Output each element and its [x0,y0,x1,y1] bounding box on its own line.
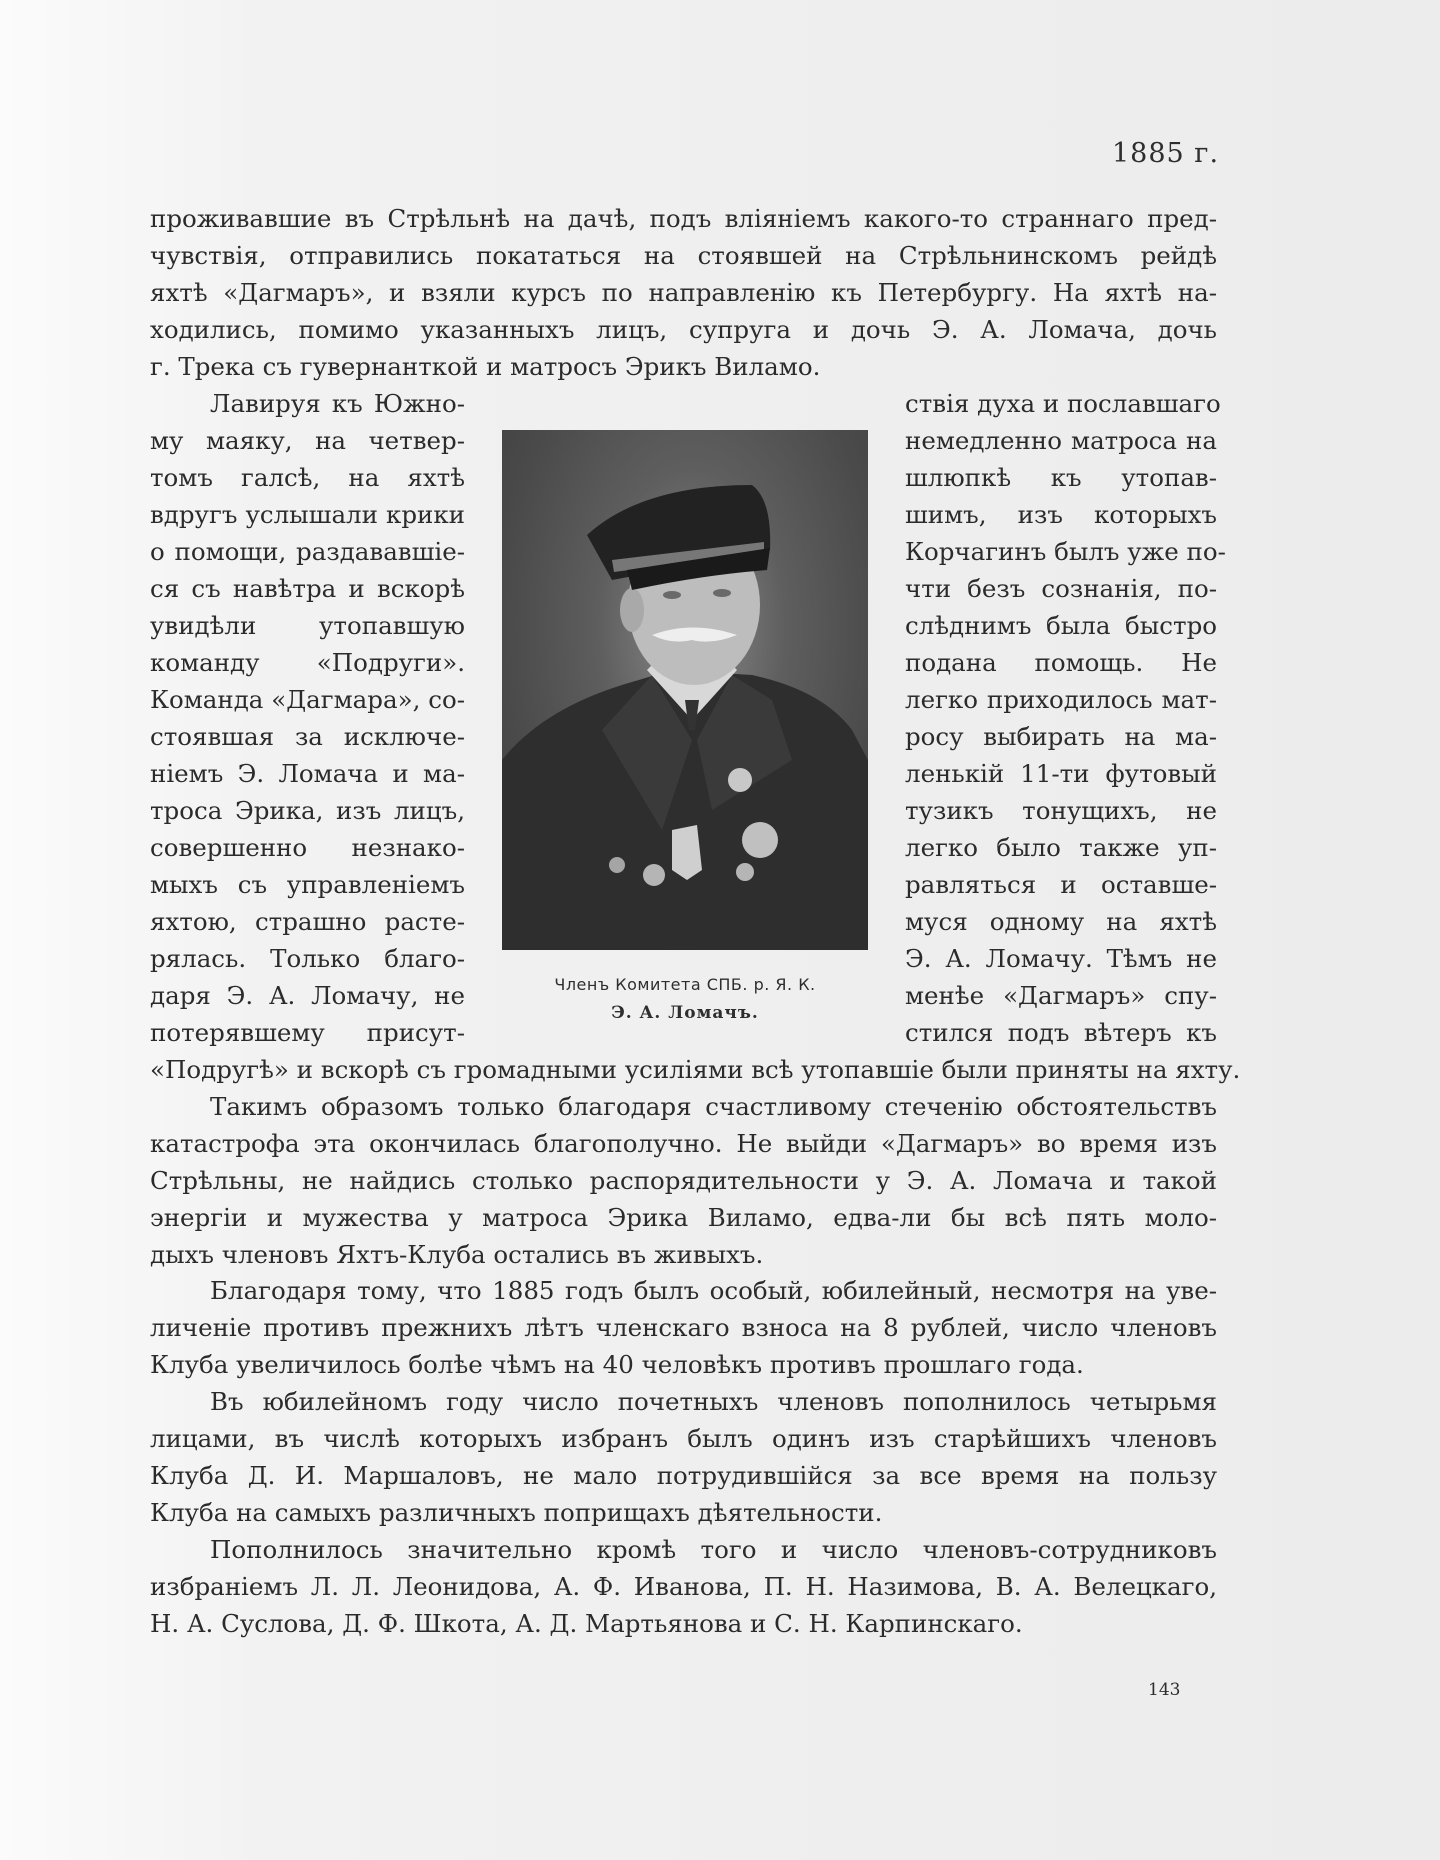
text-line: Клуба увеличилось болѣе чѣмъ на 40 человѣкъ противъ прошлаго года. [150,1350,1084,1379]
text-line: рялась. Только благо- [150,944,465,973]
text-line: росу выбирать на ма- [905,722,1217,751]
text-line: г. Трека съ гувернанткой и матросъ Эрикъ Виламо. [150,352,821,381]
text-line: проживавшие въ Стрѣльнѣ на дачѣ, подъ вліяніемъ какого-то страннаго пред- [150,204,1217,233]
text-line: вдругъ услышали крики [150,500,465,529]
text-line: равляться и оставше- [905,870,1217,899]
text-line: Стрѣльны, не найдись столько распорядительности у Э. А. Ломача и такой [150,1166,1217,1195]
text-line: Э. А. Ломачу. Тѣмъ не [905,944,1217,973]
text-line: энергіи и мужества у матроса Эрика Виламо, едва-ли бы всѣ пять моло- [150,1203,1217,1232]
text-line: потерявшему присут- [150,1018,465,1047]
text-line: стоявшая за исключе- [150,722,465,751]
text-line: Клуба Д. И. Маршаловъ, не мало потрудившійся за все время на пользу [150,1461,1217,1490]
continuation-paragraph [150,1051,1241,1088]
text-line: яхтѣ «Дагмаръ», и взяли курсъ по направленію къ Петербургу. На яхтѣ на- [150,278,1217,307]
text-line: му маяку, на четвер- [150,426,465,455]
text-line: Пополнилось значительно кромѣ того и число членовъ-сотрудниковъ [210,1535,1217,1564]
text-line: катастрофа эта окончилась благополучно. Не выйди «Дагмаръ» во время изъ [150,1129,1217,1158]
text-line: о помощи, раздававшіе- [150,537,465,566]
text-line: Такимъ образомъ только благодаря счастливому стеченію обстоятельствъ [210,1092,1217,1121]
text-line: чти безъ сознанія, по- [905,574,1217,603]
paragraph-honorary-members [150,1383,1217,1531]
text-line: ленькій 11-ти футовый [905,759,1217,788]
text-line: увидѣли утопавшую [150,611,465,640]
portrait-illustration-icon [502,430,868,950]
page-number: 143 [1148,1680,1181,1700]
text-line: Въ юбилейномъ году число почетныхъ членовъ пополнилось четырьмя [210,1387,1217,1416]
text-line: Лавируя къ Южно- [210,389,465,418]
text-line: ніемъ Э. Ломача и ма- [150,759,465,788]
text-line: Клуба на самыхъ различныхъ поприщахъ дѣятельности. [150,1498,883,1527]
text-line: менѣе «Дагмаръ» спу- [905,981,1217,1010]
text-line: чувствія, отправились покататься на стоявшей на Стрѣльнинскомъ рейдѣ [150,241,1217,270]
text-line: избраніемъ Л. Л. Леонидова, А. Ф. Иванова, П. Н. Назимова, В. А. Велецкаго, [150,1572,1217,1601]
text-line: мыхъ съ управленіемъ [150,870,465,899]
text-line: Корчагинъ былъ уже по- [905,537,1226,566]
right-column-text [905,385,1226,1051]
text-line: шлюпкѣ къ утопав- [905,463,1217,492]
text-line: слѣднимъ была быстро [905,611,1217,640]
text-line: совершенно незнако- [150,833,465,862]
text-line: томъ галсѣ, на яхтѣ [150,463,465,492]
paragraph-contributing-members [150,1531,1217,1642]
left-column-text [150,385,465,1051]
photo-caption-role: Членъ Комитета СПБ. р. Я. К. [554,975,816,994]
portrait-photo [502,430,868,950]
text-line: Команда «Дагмара», со- [150,685,465,714]
text-line: команду «Подруги». [150,648,465,677]
text-line: даря Э. А. Ломачу, не [150,981,465,1010]
text-line: личеніе противъ прежнихъ лѣтъ членскаго взноса на 8 рублей, число членовъ [150,1313,1217,1342]
paragraph-membership [150,1272,1217,1383]
running-head-year: 1885 г. [1112,138,1220,169]
text-line: тузикъ тонущихъ, не [905,796,1217,825]
text-line: стился подъ вѣтеръ къ [905,1018,1217,1047]
text-line: шимъ, изъ которыхъ [905,500,1217,529]
text-line: ся съ навѣтра и вскорѣ [150,574,465,603]
photo-caption-name: Э. А. Ломачъ. [611,1003,759,1023]
text-line: легко было также уп- [905,833,1217,862]
text-line: муся одному на яхтѣ [905,907,1217,936]
text-line: ходились, помимо указанныхъ лицъ, супруга и дочь Э. А. Ломача, дочь [150,315,1217,344]
text-line: «Подругѣ» и вскорѣ съ громадными усиліями всѣ утопавшіе были приняты на яхту. [150,1055,1241,1084]
opening-paragraph [150,200,1217,385]
text-line: подана помощь. Не [905,648,1217,677]
text-line: дыхъ членовъ Яхтъ-Клуба остались въ живыхъ. [150,1240,764,1269]
text-line: троса Эрика, изъ лицъ, [150,796,465,825]
text-line: немедленно матроса на [905,426,1217,455]
text-line: Н. А. Суслова, Д. Ф. Шкота, А. Д. Мартьянова и С. Н. Карпинскаго. [150,1609,1023,1638]
text-line: легко приходилось мат- [905,685,1217,714]
text-line: Благодаря тому, что 1885 годъ былъ особый, юбилейный, несмотря на уве- [210,1276,1217,1305]
text-line: лицами, въ числѣ которыхъ избранъ былъ одинъ изъ старѣйшихъ членовъ [150,1424,1217,1453]
text-line: яхтою, страшно расте- [150,907,465,936]
text-line: ствія духа и пославшаго [905,389,1221,418]
paragraph-outcome [150,1088,1217,1273]
